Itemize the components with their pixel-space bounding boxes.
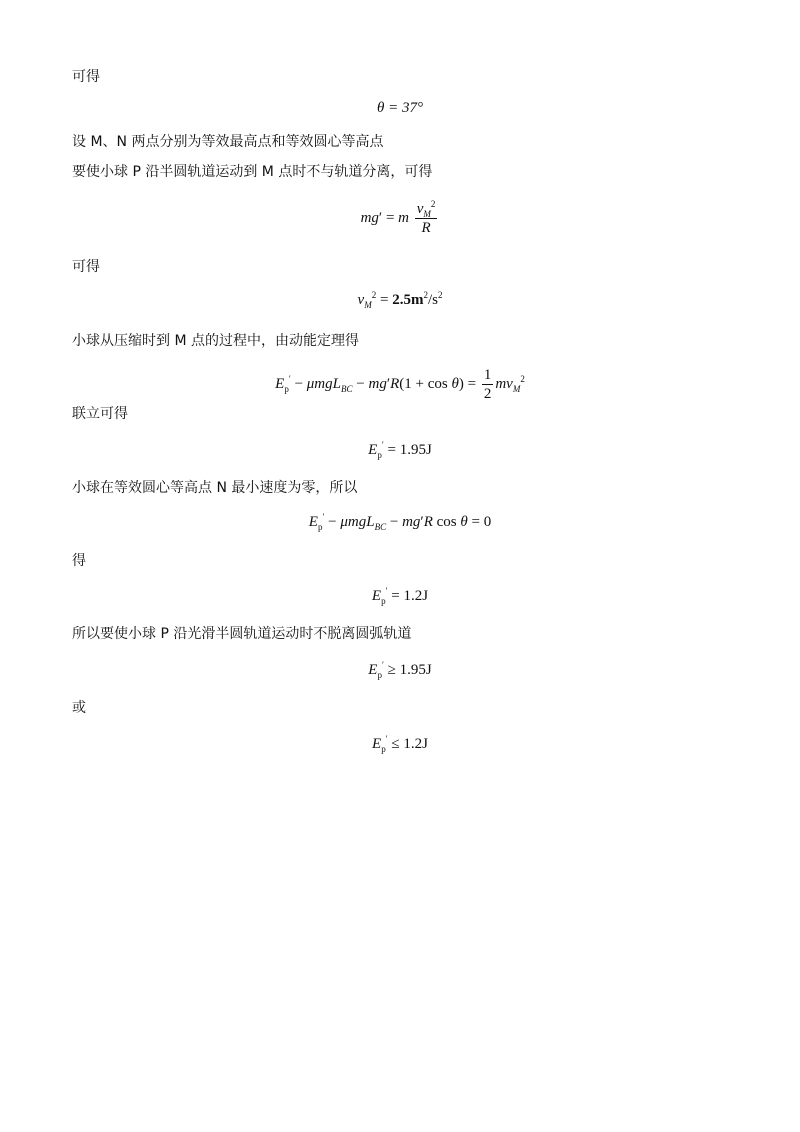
equation-centripetal: mg′ = m $\frac{v_M^2}{R}$ [360, 199, 436, 236]
text-line-3: 要使小球 P 沿半圆轨道运动到 M 点时不与轨道分离，可得 [72, 164, 433, 180]
equation-energy-theorem: $E_p' - \mu mgL_{BC} - mg'R(1 + \cos \theta)$ = $\frac{1}{2}$ $mv_M^2$ [275, 367, 525, 402]
eq-ep-195-value: 1.95J [399, 442, 432, 458]
eq-ep-12-value: 1.2J [403, 588, 429, 604]
equation-ep-12: $E_p' = 1.2J$ [371, 586, 429, 606]
text-line-8: 得 [72, 553, 86, 569]
eq-ep-ge-value: ≥ 1.95J [387, 662, 432, 678]
text-line-4: 可得 [72, 259, 100, 275]
text-line-7: 小球在等效圆心等高点 N 最小速度为零，所以 [72, 480, 358, 496]
text-line-10: 或 [72, 700, 86, 716]
text-line-6: 联立可得 [72, 406, 128, 422]
eq-ep-le-value: ≤ 1.2J [391, 736, 428, 752]
equation-ep-ge: $E_p' \ge 1.95J$ [368, 660, 432, 680]
text-line-1: 可得 [72, 69, 100, 85]
equation-vm2: $v_M^2 = 2.5m^2/s^2$ [357, 290, 443, 310]
eq-theta-text: θ = 37° [377, 100, 423, 116]
equation-ep-le: $E_p' \le 1.2J$ [372, 734, 428, 754]
text-line-5: 小球从压缩时到 M 点的过程中，由动能定理得 [72, 333, 359, 349]
equation-energy-n: $E_p' - \mu mgL_{BC} - mg'R$ cos θ = 0 [308, 512, 492, 532]
text-line-2: 设 M、N 两点分别为等效最高点和等效圆心等高点 [72, 134, 384, 150]
equation-ep-195: $E_p' = 1.95J$ [368, 440, 432, 460]
text-line-9: 所以要使小球 P 沿光滑半圆轨道运动时不脱离圆弧轨道 [72, 626, 412, 642]
equation-theta [0, 98, 800, 118]
